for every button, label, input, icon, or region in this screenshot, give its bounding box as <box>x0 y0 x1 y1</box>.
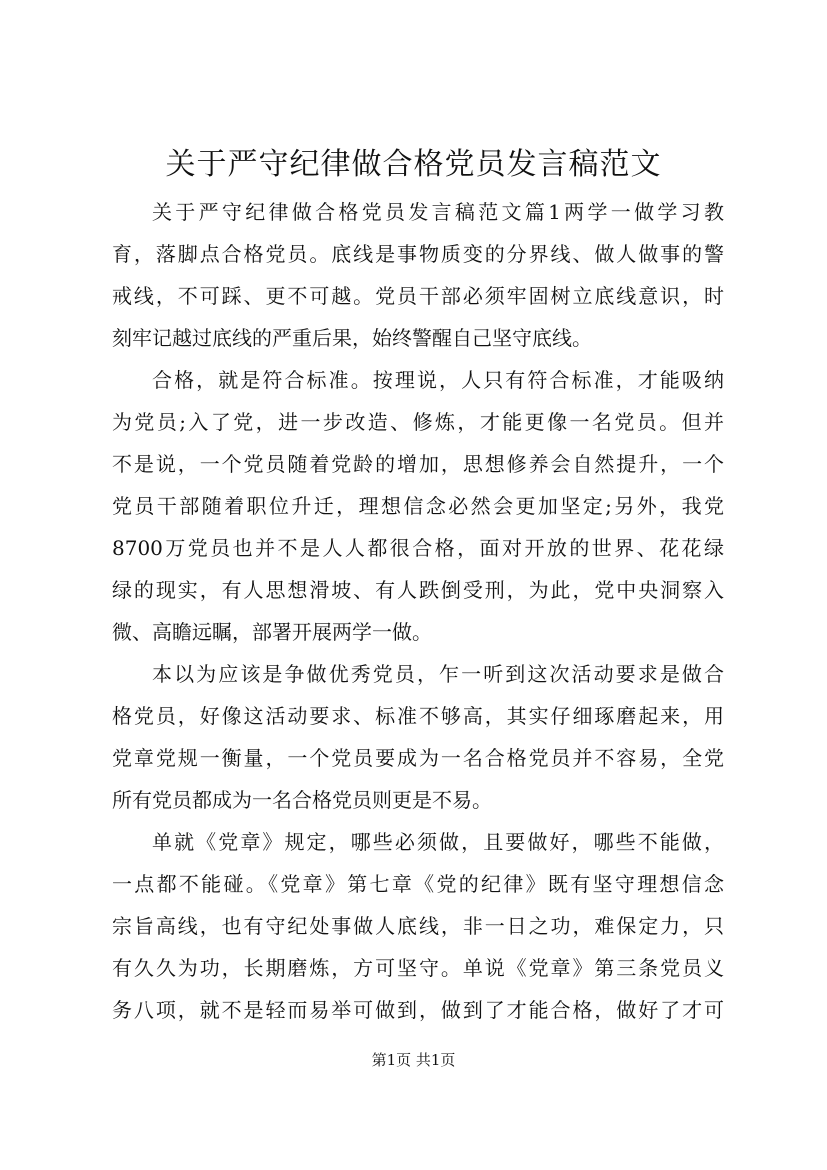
body-line: 有久久为功，长期磨炼，方可坚守。单说《党章》第三条党员义 <box>112 956 724 980</box>
body-line: 戒线，不可踩、更不可越。党员干部必须牢固树立底线意识，时 <box>112 284 724 308</box>
body-line: 绿的现实，有人思想滑坡、有人跌倒受刑，为此，党中央洞察入 <box>112 578 724 602</box>
body-line: 所有党员都成为一名合格党员则更是不易。 <box>112 788 492 812</box>
body-line: 育，落脚点合格党员。底线是事物质变的分界线、做人做事的警 <box>112 242 724 266</box>
page-number-footer: 第1页 共1页 <box>371 1051 456 1069</box>
body-line: 刻牢记越过底线的严重后果，始终警醒自己坚守底线。 <box>112 326 592 350</box>
body-line: 格党员，好像这活动要求、标准不够高，其实仔细琢磨起来，用 <box>112 704 724 728</box>
body-line: 不是说，一个党员随着党龄的增加，思想修养会自然提升，一个 <box>112 452 724 476</box>
body-line: 一点都不能碰。《党章》第七章《党的纪律》既有坚守理想信念 <box>112 872 724 896</box>
body-line: 为党员;入了党，进一步改造、修炼，才能更像一名党员。但并 <box>112 410 724 434</box>
body-line: 微、高瞻远瞩，部署开展两学一做。 <box>112 620 432 644</box>
body-line: 单就《党章》规定，哪些必须做，且要做好，哪些不能做， <box>152 830 724 854</box>
body-line: 关于严守纪律做合格党员发言稿范文篇1两学一做学习教 <box>152 200 724 224</box>
body-line: 党员干部随着职位升迁，理想信念必然会更加坚定;另外，我党 <box>112 494 724 518</box>
body-line: 党章党规一衡量，一个党员要成为一名合格党员并不容易，全党 <box>112 746 724 770</box>
body-line: 合格，就是符合标准。按理说，人只有符合标准，才能吸纳 <box>152 368 724 392</box>
document-title: 关于严守纪律做合格党员发言稿范文 <box>165 147 662 182</box>
body-line: 宗旨高线，也有守纪处事做人底线，非一日之功，难保定力，只 <box>112 914 724 938</box>
body-line: 务八项，就不是轻而易举可做到，做到了才能合格，做好了才可 <box>112 998 724 1022</box>
body-line: 本以为应该是争做优秀党员，乍一听到这次活动要求是做合 <box>152 662 724 686</box>
body-line: 8700万党员也并不是人人都很合格，面对开放的世界、花花绿 <box>112 536 724 560</box>
